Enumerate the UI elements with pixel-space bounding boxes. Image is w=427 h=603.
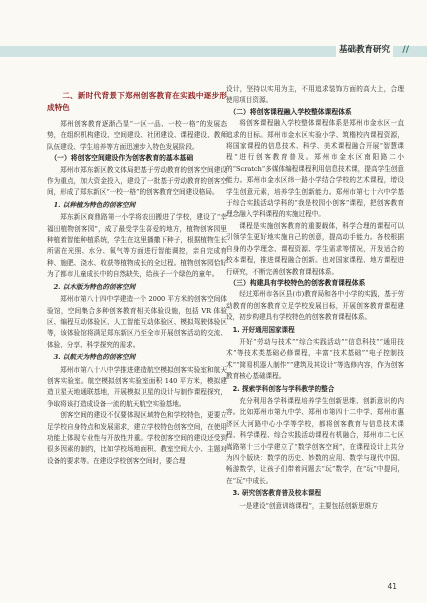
paragraph: 一是建设“创意训练课程”，主要包括创新思维方 <box>239 501 378 510</box>
paragraph: 经过郑州市各区县(市)教育局和各中小学的实践，基于劳动教育的创客教育立足学校发展目标，开展创客教育课程建设，初步构建具有学校特色的创客教育课程体系。 <box>226 290 404 322</box>
paragraph: 设计，坚持以实用为主，不用追求装饰方面的高大上，合理使用项目资源。 <box>226 85 404 105</box>
right-column <box>226 84 404 512</box>
item-heading-2: 2. 以木版为特色的创客空间 <box>53 282 136 291</box>
page-number: 41 <box>387 582 397 591</box>
header-slashes: // <box>402 45 409 55</box>
paragraph: 将创客课程融入学校整体课程体系是郑州市金水区一直追求的目标。郑州市金水区实验小学、筑楷校内课程资源，将国家课程的信息技术、科学、美术课程融合开展“智慧课程”进行创客教育普及。郑州市金水区南阳路二小的“Scratch”多媒体编程课程利用信息技术课，提高学生创意能力。郑州市金水区纬一路小学结合学校的艺术课程，增设学生创意元素，培养学生创新能力。郑州市第七十六中学基于综合实践活动学科的“我是校园小创客”课程，把创客教育理念融入学科课程的实施过程中。 <box>226 119 404 219</box>
paragraph: 郑州市第八十四中学建造一个 2000 平方米的创客空间体验馆，空间集合多种创客教育相关体验设施，包括 VR 体验区、编程互动体验区、人工智能互动体验区、模拟驾驶体验区等，该体验馆将满足郑东新区乃至全市开展创客活动的交流、体验、分享、科学探究的需求。 <box>47 295 227 349</box>
subsection-heading-1: （一）将创客空间建设作为创客教育的基本基础 <box>50 154 194 163</box>
item-heading-1: 1. 以种植为特色的创客空间 <box>53 200 136 209</box>
journal-section-title: 基础教育研究 <box>336 44 393 57</box>
header-background <box>0 0 427 38</box>
paragraph: 郑州创客教育逐渐凸显“一区一品、一校一格”的发展态势，在组织机构建设、空间建设、社团建设、课程建设、教师队伍建设、学生培养等方面迅速步入特色发展阶段。 <box>47 120 227 151</box>
paragraph: 郑州市郑东新区教文体局把基于劳动教育的创客空间建设作为重点，加大资金投入，建设了一批基于劳动教育的创客空间，形成了郑东新区“一校一格”的创客教育空间建设格局。 <box>47 165 227 197</box>
item-heading-4: 1. 开好通用国家课程 <box>232 325 295 334</box>
paragraph: 创客空间的建设不仅要体现区域特色和学校特色，更要立足学校自身特点和发展需求，建立学校特色创客空间，在使用功能上体现专业性与开放性并重。学校创客空间的建设还受到很多因素的制约，比如学校场地面积、教室空间大小、主题对设备的要求等。在建设学校创客空间时，要合理 <box>47 411 227 465</box>
left-column <box>47 84 227 467</box>
item-heading-5: 2. 探索学科创客与学科教学的整合 <box>232 384 335 393</box>
subsection-heading-2: （二）将创客课程融入学校整体课程体系 <box>229 107 352 116</box>
subsection-heading-3: （三）构建具有学校特色的创客教育课程体系 <box>229 278 366 287</box>
section-heading-2: 二、新时代背景下郑州创客教育在实践中逐步形成特色 <box>47 91 227 112</box>
paragraph: 课程是实施创客教育的重要载体，科学合理的课程可以引领学生更好地实施自己的创意，提高动手能力。各校根据自身的办学理念、课程资源、学生需求等情况，开发适合的校本课程，推进课程融合创新。也对国家课程、地方课程进行研究，不断完善创客教育课程体系。 <box>226 221 404 276</box>
item-heading-6: 3. 研究创客教育普及校本课程 <box>232 489 322 498</box>
item-heading-3: 3. 以航天为特色的创客空间 <box>53 353 136 362</box>
paragraph: 充分利用各学科课程培养学生创新思维、创新意识的内容。比如郑州市第九中学、郑州市第四十二中学、郑州市惠济区大河路中心小学等学校，都将创客教育与信息技术课程、科学课程、综合实践活动课程有机融合，郑州市二七区嵩路第十三小学建立了“数学创客空间”，在课程设计上共分为四个版块：数学的历史、妙数的应用、数学与现代中国、畅游数学，让孩子们带着问题去“玩”数学，在“玩”中提问，在“玩”中成长。 <box>226 396 404 485</box>
paragraph: 开好“劳动与技术”“综合实践活动”“信息科技”“通用技术”等技术类基础必修课程，丰富“技术基础”“电子控制技术”“简易机器人制作”“建筑及其设计”等选修内容，作为创客教育核心基础课程。 <box>226 337 404 381</box>
paragraph: 郑州市第八十八中学推进建造航空模拟创客实验室和航天创客实验室。航空模拟创客实验室面积 140 平方米，模拟建造卫星天地通联基地，开展模拟卫星的设计与制作课程探究，争取将该打造成设备一流的航天航空实验基地。 <box>47 365 227 408</box>
paragraph: 郑东新区商鼎路第一小学将农田搬进了学校，建设了“幸福田植物创客园”，成了最受学生喜爱的地方，植物创客园里种植着智能种植系统，学生在这里播撒下种子，根据植物生长所需在光照、水分、氧气等方面进行智能调控，亲自完成育种、施肥、浇水、收获等植物成长的全过程。植物创客园恰好为了都市儿童成长中的自然缺失，给孩子一个绿色的童年。 <box>47 213 227 279</box>
